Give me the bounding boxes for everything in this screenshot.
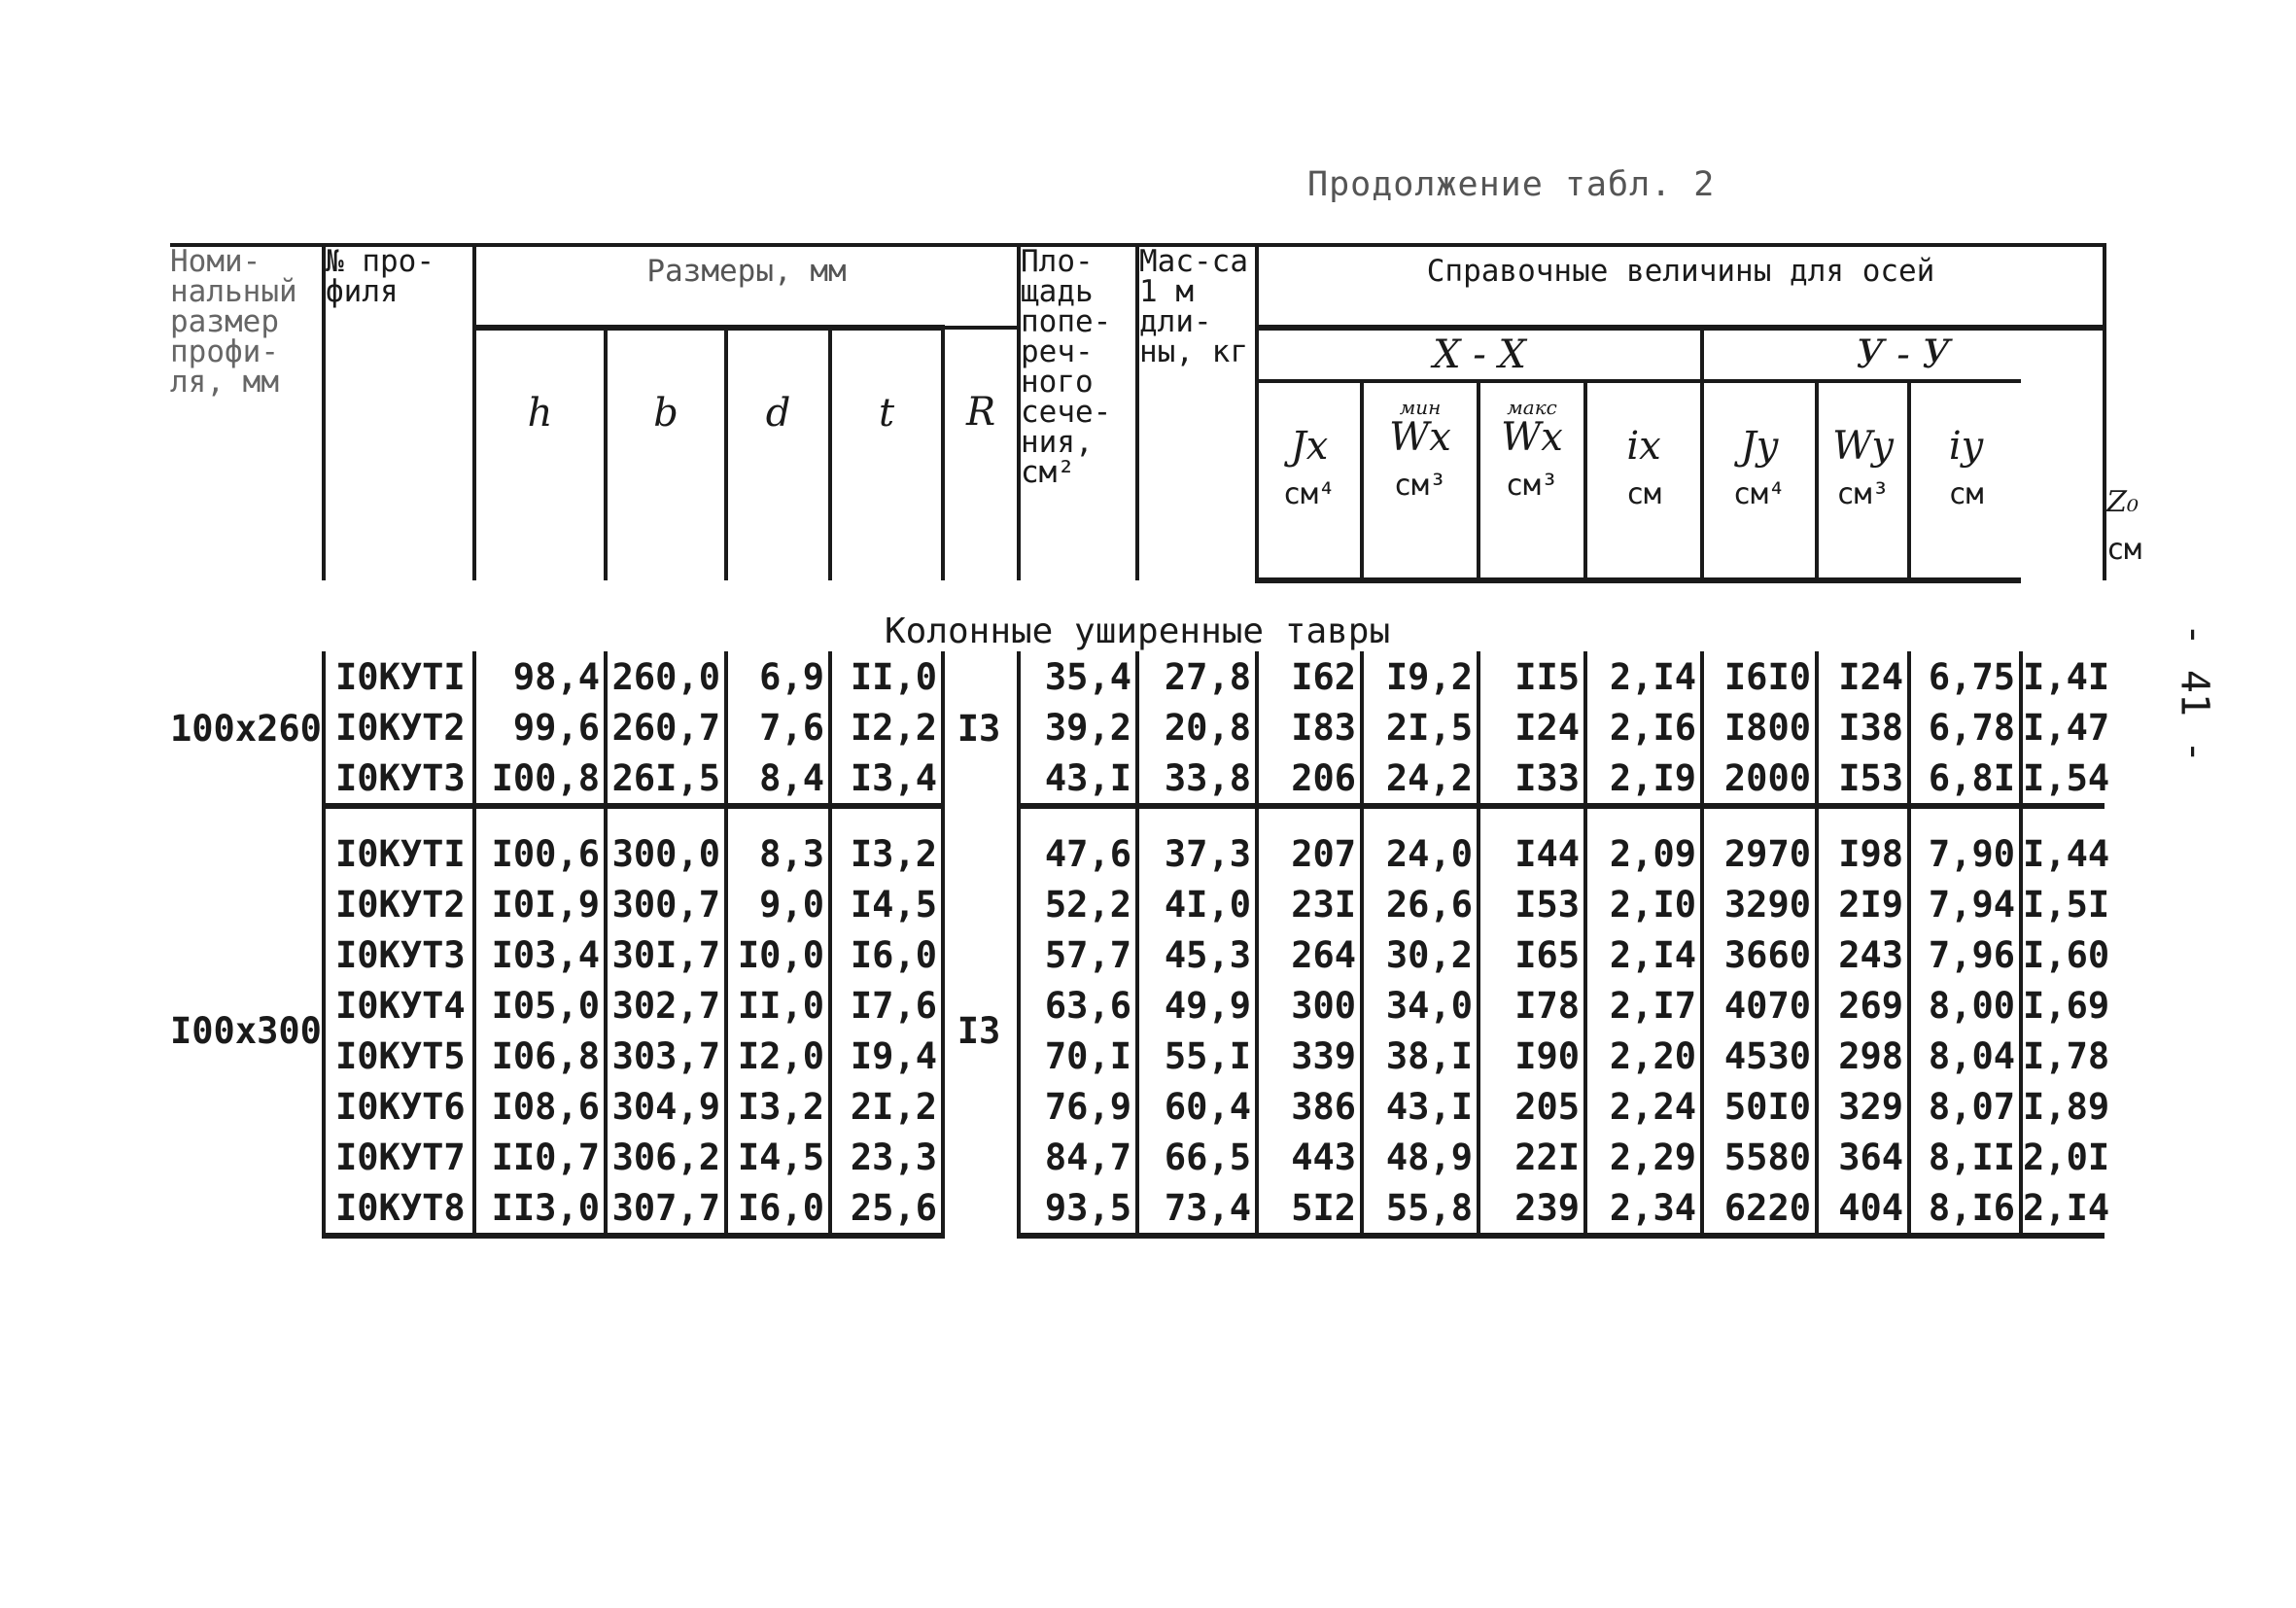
value-cell: 23I [1257, 879, 1362, 929]
value-cell: I9,4 [830, 1031, 943, 1081]
header-area: Пло-щадь попе-реч-ного сече-ния, см² [1019, 245, 1137, 580]
value-cell: 306,2 [606, 1132, 726, 1182]
value-cell: 300,0 [606, 806, 726, 879]
value-cell: I0I,9 [474, 879, 606, 929]
header-r [943, 328, 1019, 580]
value-cell: 30,2 [1362, 929, 1478, 980]
wy-unit: см³ [1836, 477, 1890, 511]
header-h [474, 328, 606, 580]
header-ix [1585, 381, 1702, 580]
value-cell: 2,I4 [1585, 929, 1702, 980]
radius-cell: I3 [943, 806, 1019, 1236]
value-cell: 7,6 [726, 702, 830, 752]
value-cell: 443 [1257, 1132, 1362, 1182]
value-cell: 43,I [1362, 1081, 1478, 1132]
header-wx-min [1362, 381, 1478, 580]
value-cell: 300,7 [606, 879, 726, 929]
value-cell: I53 [1817, 752, 1909, 806]
value-cell: 243 [1817, 929, 1909, 980]
value-cell: 30I,7 [606, 929, 726, 980]
wy-symbol: Wy [1832, 424, 1894, 469]
value-cell: 60,4 [1137, 1081, 1257, 1132]
iy-unit: см [1948, 477, 1984, 511]
value-cell: I33 [1478, 752, 1585, 806]
value-cell: 302,7 [606, 980, 726, 1031]
value-cell: 339 [1257, 1031, 1362, 1081]
jy-unit: см⁴ [1732, 477, 1787, 511]
value-cell: 207 [1257, 806, 1362, 879]
t-symbol: t [878, 391, 895, 436]
value-cell: 34,0 [1362, 980, 1478, 1031]
value-cell: 24,2 [1362, 752, 1478, 806]
table-row [170, 1182, 2105, 1236]
value-cell: 8,II [1909, 1132, 2021, 1182]
table-row [170, 1081, 2105, 1132]
r-symbol: R [965, 390, 996, 435]
value-cell: I,4I [2021, 651, 2105, 702]
value-cell: 386 [1257, 1081, 1362, 1132]
nominal-size-cell: 100х260 [170, 708, 322, 750]
value-cell: 8,07 [1909, 1081, 2021, 1132]
value-cell: 8,4 [726, 752, 830, 806]
value-cell: 76,9 [1019, 1081, 1137, 1132]
profile-number-cell: I0КУТ5 [324, 1031, 474, 1081]
value-cell: 47,6 [1019, 806, 1137, 879]
value-cell: 49,9 [1137, 980, 1257, 1031]
value-cell: I78 [1478, 980, 1585, 1031]
value-cell: II5 [1478, 651, 1585, 702]
value-cell: I,44 [2021, 806, 2105, 879]
profile-number-cell: I0КУТ2 [324, 702, 474, 752]
value-cell: 35,4 [1019, 651, 1137, 702]
value-cell: I,78 [2021, 1031, 2105, 1081]
value-cell: 6220 [1702, 1182, 1817, 1236]
value-cell: I98 [1817, 806, 1909, 879]
value-cell: I62 [1257, 651, 1362, 702]
table-row [170, 980, 2105, 1031]
value-cell: I3,4 [830, 752, 943, 806]
value-cell: II,0 [830, 651, 943, 702]
value-cell: 2,34 [1585, 1182, 1702, 1236]
value-cell: 3660 [1702, 929, 1817, 980]
header-axis-y: У - У [1702, 328, 2105, 381]
value-cell: 206 [1257, 752, 1362, 806]
value-cell: 57,7 [1019, 929, 1137, 980]
value-cell: I800 [1702, 702, 1817, 752]
value-cell: 23,3 [830, 1132, 943, 1182]
value-cell: 2I,5 [1362, 702, 1478, 752]
jy-symbol: Jy [1740, 424, 1779, 469]
wx-min-symbol: Wx [1389, 415, 1451, 460]
profile-number-cell: I0КУТ3 [324, 929, 474, 980]
d-symbol: d [765, 391, 791, 436]
value-cell: I2,2 [830, 702, 943, 752]
value-cell: 6,9 [726, 651, 830, 702]
value-cell: I6,0 [830, 929, 943, 980]
value-cell: 2000 [1702, 752, 1817, 806]
value-cell: 63,6 [1019, 980, 1137, 1031]
value-cell: 6,8I [1909, 752, 2021, 806]
profile-number-cell: I0КУТ7 [324, 1132, 474, 1182]
value-cell: 2,I6 [1585, 702, 1702, 752]
header-profile-number: № про-филя [324, 245, 474, 580]
table-row [170, 879, 2105, 929]
profile-table: Номи-нальный размер профи-ля, мм № про-филя Размеры, мм Пло-щадь попе-реч-ного сече-ния, см² Мас-са 1 м дли-ны, кг Справочные величины для осей Z₀ см h b d t R X - X У - У Jx см⁴ мин Wx см³ макс Wx см³ ix см Jy см⁴ Wy см³ iy см Колонные уширенные тавры 100х260 I0КУТI 98,4 260,0 6,9 II,0 I3 35,4 27,8 I62 I9,2 II5 2,I4 I6I0 I24 6,75 I,4I I0КУТ2 99,6 260,7 7,6 I2,2 39,2 20,8 I83 2I,5 I24 2,I6 I800 I38 6,78 I,47 I0КУТ3 I00,8 26I,5 8,4 I3,4 43,I 33,8 206 24,2 I33 2,I9 2000 I53 6,8I I,54 I00х300 I0КУТI I00,6 300,0 8,3 I3,2 I3 47,6 37,3 207 24,0 I44 2,09 2970 I98 7,90 I,44 I0КУТ2 I0I,9 300,7 9,0 I4,5 52,2 4I,0 23I 26,6 I53 2,I0 3290 2I9 7,94 I,5I I0КУТ3 I03,4 30I,7 I0,0 I6,0 57,7 45,3 264 30,2 I65 2,I4 3660 243 7,96 I,60 I0КУТ4 I05,0 302,7 II,0 I7,6 63,6 49,9 300 34,0 I78 2,I7 4070 269 8,00 I,69 I0КУТ5 I06,8 303,7 I2,0 I9,4 70,I 55,I 339 38,I I90 2,20 4530 298 8,04 I,78 I0КУТ6 I08,6 304,9 I3,2 2I,2 76,9 60,4 386 43,I 205 2,24 50I0 329 8,07 I,89 I0КУТ7 II0,7 306,2 I4,5 23,3 84,7 66,5 443 48,9 22I 2,29 5580 364 8,II 2,0I I0КУТ8 II3,0 307,7 I6,0 25,6 93,5 73,4 5I2 55,8 239 2,34 6220 404 8,I6 2,I4 [170, 243, 2105, 1239]
value-cell: 307,7 [606, 1182, 726, 1236]
nominal-size-cell: I00х300 [170, 1009, 322, 1052]
value-cell: 8,3 [726, 806, 830, 879]
header-axis-x: X - X [1257, 328, 1702, 381]
value-cell: I,60 [2021, 929, 2105, 980]
header-jx [1257, 381, 1362, 580]
value-cell: 2,29 [1585, 1132, 1702, 1182]
value-cell: II0,7 [474, 1132, 606, 1182]
value-cell: 24,0 [1362, 806, 1478, 879]
header-reference-values: Справочные величины для осей [1257, 245, 2105, 328]
value-cell: I3,2 [726, 1081, 830, 1132]
radius-cell: I3 [943, 651, 1019, 806]
value-cell: 239 [1478, 1182, 1585, 1236]
value-cell: I24 [1478, 702, 1585, 752]
profile-number-cell: I0КУТ3 [324, 752, 474, 806]
value-cell: 39,2 [1019, 702, 1137, 752]
value-cell: 260,7 [606, 702, 726, 752]
header-wx-max [1478, 381, 1585, 580]
value-cell: 5580 [1702, 1132, 1817, 1182]
header-t [830, 328, 943, 580]
value-cell: 7,94 [1909, 879, 2021, 929]
value-cell: 26I,5 [606, 752, 726, 806]
header-wy [1817, 381, 1909, 580]
table-caption: Продолжение табл. 2 [1307, 165, 1716, 204]
value-cell: 2I9 [1817, 879, 1909, 929]
value-cell: 2970 [1702, 806, 1817, 879]
value-cell: 26,6 [1362, 879, 1478, 929]
value-cell: 48,9 [1362, 1132, 1478, 1182]
group-title: Колонные уширенные тавры [884, 612, 1391, 651]
wx-max-symbol: Wx [1501, 415, 1563, 460]
value-cell: I90 [1478, 1031, 1585, 1081]
value-cell: I,5I [2021, 879, 2105, 929]
value-cell: 8,00 [1909, 980, 2021, 1031]
header-sizes-group: Размеры, мм [474, 245, 1019, 328]
wx-max-label: макс [1507, 396, 1557, 419]
value-cell: I00,8 [474, 752, 606, 806]
header-nominal-size: Номи-нальный размер профи-ля, мм [170, 245, 324, 580]
group-2-rows [170, 806, 2110, 1236]
page-number: - 41 - [2172, 622, 2217, 764]
table-row [170, 651, 2105, 702]
ix-unit: см [1625, 477, 1662, 511]
value-cell: 73,4 [1137, 1182, 1257, 1236]
value-cell: 2I,2 [830, 1081, 943, 1132]
profile-number-cell: I0КУТ4 [324, 980, 474, 1031]
value-cell: 303,7 [606, 1031, 726, 1081]
value-cell: 260,0 [606, 651, 726, 702]
value-cell: 66,5 [1137, 1132, 1257, 1182]
value-cell: I65 [1478, 929, 1585, 980]
value-cell: 33,8 [1137, 752, 1257, 806]
value-cell: I3,2 [830, 806, 943, 879]
value-cell: 6,78 [1909, 702, 2021, 752]
value-cell: 6,75 [1909, 651, 2021, 702]
value-cell: 4I,0 [1137, 879, 1257, 929]
value-cell: I6I0 [1702, 651, 1817, 702]
value-cell: I0,0 [726, 929, 830, 980]
value-cell: 8,I6 [1909, 1182, 2021, 1236]
value-cell: 2,09 [1585, 806, 1702, 879]
h-symbol: h [527, 391, 553, 436]
value-cell: I00,6 [474, 806, 606, 879]
value-cell: 269 [1817, 980, 1909, 1031]
value-cell: 2,I0 [1585, 879, 1702, 929]
value-cell: 20,8 [1137, 702, 1257, 752]
value-cell: 38,I [1362, 1031, 1478, 1081]
value-cell: 2,I7 [1585, 980, 1702, 1031]
value-cell: I2,0 [726, 1031, 830, 1081]
profile-number-cell: I0КУТI [324, 651, 474, 702]
header-d [726, 328, 830, 580]
value-cell: 98,4 [474, 651, 606, 702]
value-cell: I,47 [2021, 702, 2105, 752]
value-cell: I44 [1478, 806, 1585, 879]
value-cell: I03,4 [474, 929, 606, 980]
value-cell: I83 [1257, 702, 1362, 752]
value-cell: 2,20 [1585, 1031, 1702, 1081]
table-row [170, 752, 2105, 806]
value-cell: I38 [1817, 702, 1909, 752]
value-cell: I08,6 [474, 1081, 606, 1132]
value-cell: II,0 [726, 980, 830, 1031]
value-cell: 2,I4 [2021, 1182, 2105, 1236]
value-cell: 205 [1478, 1081, 1585, 1132]
value-cell: I06,8 [474, 1031, 606, 1081]
value-cell: I6,0 [726, 1182, 830, 1236]
value-cell: 43,I [1019, 752, 1137, 806]
jx-unit: см⁴ [1282, 477, 1337, 511]
value-cell: I9,2 [1362, 651, 1478, 702]
profile-number-cell: I0КУТ2 [324, 879, 474, 929]
value-cell: I24 [1817, 651, 1909, 702]
value-cell: I,89 [2021, 1081, 2105, 1132]
b-symbol: b [653, 391, 678, 436]
header-iy [1909, 381, 2021, 580]
value-cell: 364 [1817, 1132, 1909, 1182]
value-cell: 93,5 [1019, 1182, 1137, 1236]
jx-symbol: Jx [1290, 424, 1329, 469]
value-cell: 84,7 [1019, 1132, 1137, 1182]
value-cell: 264 [1257, 929, 1362, 980]
value-cell: 25,6 [830, 1182, 943, 1236]
value-cell: I4,5 [726, 1132, 830, 1182]
table-row [170, 1031, 2105, 1081]
value-cell: 300 [1257, 980, 1362, 1031]
value-cell: 9,0 [726, 879, 830, 929]
table-row [170, 806, 2105, 879]
value-cell: 8,04 [1909, 1031, 2021, 1081]
group-1-rows [170, 651, 2110, 806]
table-row [170, 702, 2105, 752]
header-jy [1702, 381, 1817, 580]
value-cell: 298 [1817, 1031, 1909, 1081]
value-cell: 37,3 [1137, 806, 1257, 879]
value-cell: 7,90 [1909, 806, 2021, 879]
value-cell: 45,3 [1137, 929, 1257, 980]
value-cell: 404 [1817, 1182, 1909, 1236]
profile-number-cell: I0КУТ6 [324, 1081, 474, 1132]
value-cell: 7,96 [1909, 929, 2021, 980]
wx-min-label: мин [1399, 396, 1442, 419]
value-cell: I,54 [2021, 752, 2105, 806]
value-cell: 27,8 [1137, 651, 1257, 702]
wx-min-unit: см³ [1393, 469, 1447, 503]
header-mass: Мас-са 1 м дли-ны, кг [1137, 245, 1257, 580]
value-cell: I53 [1478, 879, 1585, 929]
value-cell: 52,2 [1019, 879, 1137, 929]
value-cell: 329 [1817, 1081, 1909, 1132]
value-cell: 22I [1478, 1132, 1585, 1182]
value-cell: 2,I4 [1585, 651, 1702, 702]
value-cell: 99,6 [474, 702, 606, 752]
value-cell: II3,0 [474, 1182, 606, 1236]
value-cell: I,69 [2021, 980, 2105, 1031]
table-row [170, 929, 2105, 980]
value-cell: I05,0 [474, 980, 606, 1031]
value-cell: 304,9 [606, 1081, 726, 1132]
value-cell: 3290 [1702, 879, 1817, 929]
value-cell: 4530 [1702, 1031, 1817, 1081]
value-cell: 55,8 [1362, 1182, 1478, 1236]
value-cell: I7,6 [830, 980, 943, 1031]
iy-symbol: iy [1948, 424, 1984, 469]
profile-number-cell: I0КУТ8 [324, 1182, 474, 1236]
value-cell: 2,0I [2021, 1132, 2105, 1182]
profile-number-cell: I0КУТI [324, 806, 474, 879]
ix-symbol: ix [1626, 424, 1661, 469]
value-cell: 55,I [1137, 1031, 1257, 1081]
value-cell: 50I0 [1702, 1081, 1817, 1132]
value-cell: 70,I [1019, 1031, 1137, 1081]
header-b [606, 328, 726, 580]
value-cell: 2,24 [1585, 1081, 1702, 1132]
table-row [170, 1132, 2105, 1182]
value-cell: 2,I9 [1585, 752, 1702, 806]
wx-max-unit: см³ [1505, 469, 1559, 503]
value-cell: 4070 [1702, 980, 1817, 1031]
value-cell: I4,5 [830, 879, 943, 929]
value-cell: 5I2 [1257, 1182, 1362, 1236]
